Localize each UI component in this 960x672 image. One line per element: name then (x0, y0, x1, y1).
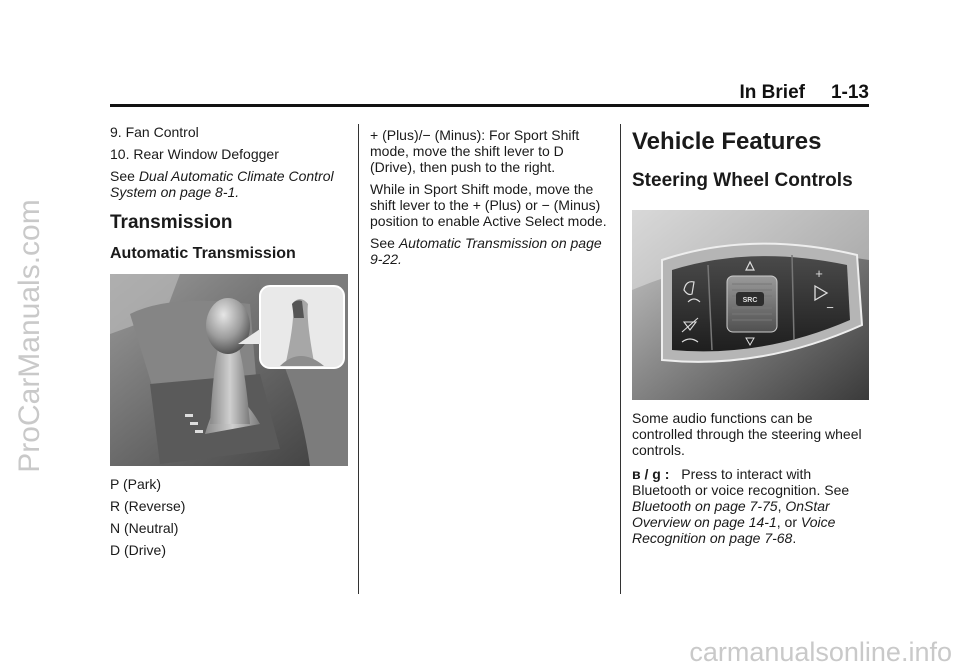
phone-voice-paragraph (632, 466, 869, 546)
see-reference-transmission (370, 235, 610, 267)
phone-voice-glyphs: в / ɡ : (632, 466, 670, 482)
bottom-watermark: carmanualsonline.info (689, 637, 952, 667)
steering-wheel-controls-heading: Steering Wheel Controls (632, 170, 853, 191)
shift-lever-illustration (110, 274, 348, 466)
automatic-transmission-link[interactable]: Automatic Transmission on page 9-22. (370, 235, 602, 267)
end-punctuation: . (792, 530, 797, 546)
section-title: In Brief (739, 82, 805, 103)
vehicle-features-heading: Vehicle Features (632, 128, 822, 155)
steering-wheel-illustration (632, 210, 869, 400)
page-number: 1-13 (830, 82, 869, 103)
side-watermark: ProCarManuals.com (13, 199, 46, 473)
column-divider-2 (620, 124, 621, 594)
plus-label: + (815, 266, 823, 281)
header-title (740, 82, 869, 104)
bluetooth-link[interactable]: Bluetooth on page 7-75 (632, 498, 778, 514)
position-neutral: N (Neutral) (110, 520, 179, 536)
column-1 (110, 124, 348, 564)
minus-label: − (826, 300, 834, 315)
voice-recognition-link[interactable]: Voice Recognition on page 7-68 (632, 514, 836, 546)
steering-wheel-photo (632, 210, 869, 400)
list-item-rear-defogger: 10. Rear Window Defogger (110, 146, 279, 162)
column-divider-1 (358, 124, 359, 594)
position-drive: D (Drive) (110, 542, 166, 558)
see-reference-climate (110, 168, 348, 200)
sport-shift-paragraph: + (Plus)/− (Minus): For Sport Shift mode, move the shift lever to D (Drive), then push to the right. (370, 127, 580, 175)
active-select-paragraph: While in Sport Shift mode, move the shift lever to the + (Plus) or − (Minus) position to enable Active Select mode. (370, 181, 607, 229)
list-item-fan-control: 9. Fan Control (110, 124, 199, 140)
automatic-transmission-subheading: Automatic Transmission (110, 245, 296, 262)
position-reverse: R (Reverse) (110, 498, 186, 514)
page-header (110, 82, 869, 106)
phone-voice-lead: Press to interact with Bluetooth or voice recognition. See (632, 466, 850, 498)
separator: , or (776, 514, 801, 530)
src-label: SRC (742, 297, 758, 304)
header-rule (110, 104, 869, 107)
see-prefix: See (110, 168, 139, 184)
transmission-heading: Transmission (110, 212, 233, 233)
see-prefix: See (370, 235, 399, 251)
column-2 (370, 124, 610, 273)
column-3 (632, 124, 869, 552)
climate-control-link[interactable]: Dual Automatic Climate Control System on page 8-1. (110, 168, 334, 200)
separator: , (777, 498, 786, 514)
audio-functions-paragraph: Some audio functions can be controlled through the steering wheel controls. (632, 410, 862, 458)
onstar-link[interactable]: OnStar Overview on page 14-1 (632, 498, 830, 530)
position-park: P (Park) (110, 476, 162, 492)
shift-lever-photo (110, 274, 348, 466)
